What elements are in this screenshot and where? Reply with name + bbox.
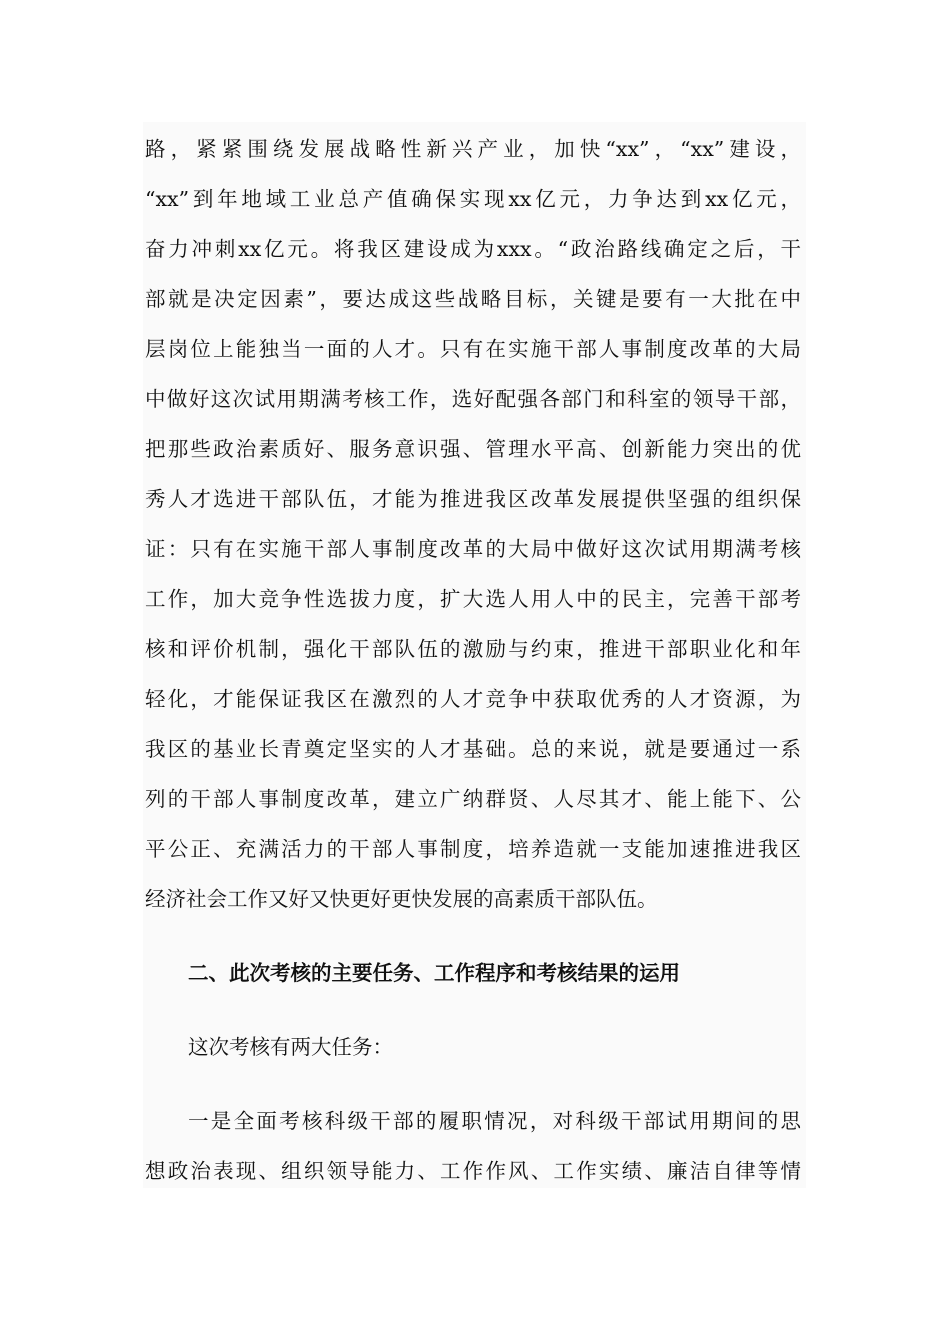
- text-line: 中做好这次试用期满考核工作，选好配强各部门和科室的领导干部，: [145, 387, 801, 411]
- text-line: 核和评价机制，强化干部队伍的激励与约束，推进干部职业化和年: [145, 637, 801, 661]
- text-line: 把那些政治素质好、服务意识强、管理水平高、创新能力突出的优: [145, 437, 801, 461]
- text-line: 层岗位上能独当一面的人才。只有在实施干部人事制度改革的大局: [145, 337, 801, 361]
- document-body: [145, 124, 801, 1196]
- text-line: 一是全面考核科级干部的履职情况，对科级干部试用期间的思: [188, 1109, 801, 1133]
- text-line: 秀人才选进干部队伍，才能为推进我区改革发展提供坚强的组织保: [145, 487, 801, 511]
- text-line: 列的干部人事制度改革，建立广纳群贤、人尽其才、能上能下、公: [145, 787, 801, 811]
- text-line: 部就是决定因素”，要达成这些战略目标，关键是要有一大批在中: [145, 287, 801, 311]
- paragraph-tasks-intro: 这次考核有两大任务：: [188, 1035, 393, 1059]
- text-line: 路，紧紧围绕发展战略性新兴产业，加快“xx”，“xx”建设，: [145, 137, 801, 161]
- paragraph-spacer: [145, 1072, 801, 1096]
- text-line: 轻化，才能保证我区在激烈的人才竞争中获取优秀的人才资源，为: [145, 687, 801, 711]
- text-line: 想政治表现、组织领导能力、工作作风、工作实绩、廉洁自律等情: [145, 1159, 801, 1183]
- paragraph-task-one: [145, 1096, 801, 1196]
- text-line: 奋力冲刺xx亿元。将我区建设成为xxx。“政治路线确定之后，干: [145, 237, 801, 261]
- text-line: 证：只有在实施干部人事制度改革的大局中做好这次试用期满考核: [145, 537, 801, 561]
- text-line: 我区的基业长青奠定坚实的人才基础。总的来说，就是要通过一系: [145, 737, 801, 761]
- text-line: 工作，加大竞争性选拔力度，扩大选人用人中的民主，完善干部考: [145, 587, 801, 611]
- text-line: 平公正、充满活力的干部人事制度，培养造就一支能加速推进我区: [145, 837, 801, 861]
- section-heading: 二、此次考核的主要任务、工作程序和考核结果的运用: [188, 961, 680, 985]
- paragraph-strategic-goals: [145, 124, 801, 924]
- text-line: “xx”到年地域工业总产值确保实现xx亿元，力争达到xx亿元，: [145, 187, 801, 211]
- text-line: 经济社会工作又好又快更好更快发展的高素质干部队伍。: [145, 887, 658, 911]
- paragraph-spacer: [145, 998, 801, 1022]
